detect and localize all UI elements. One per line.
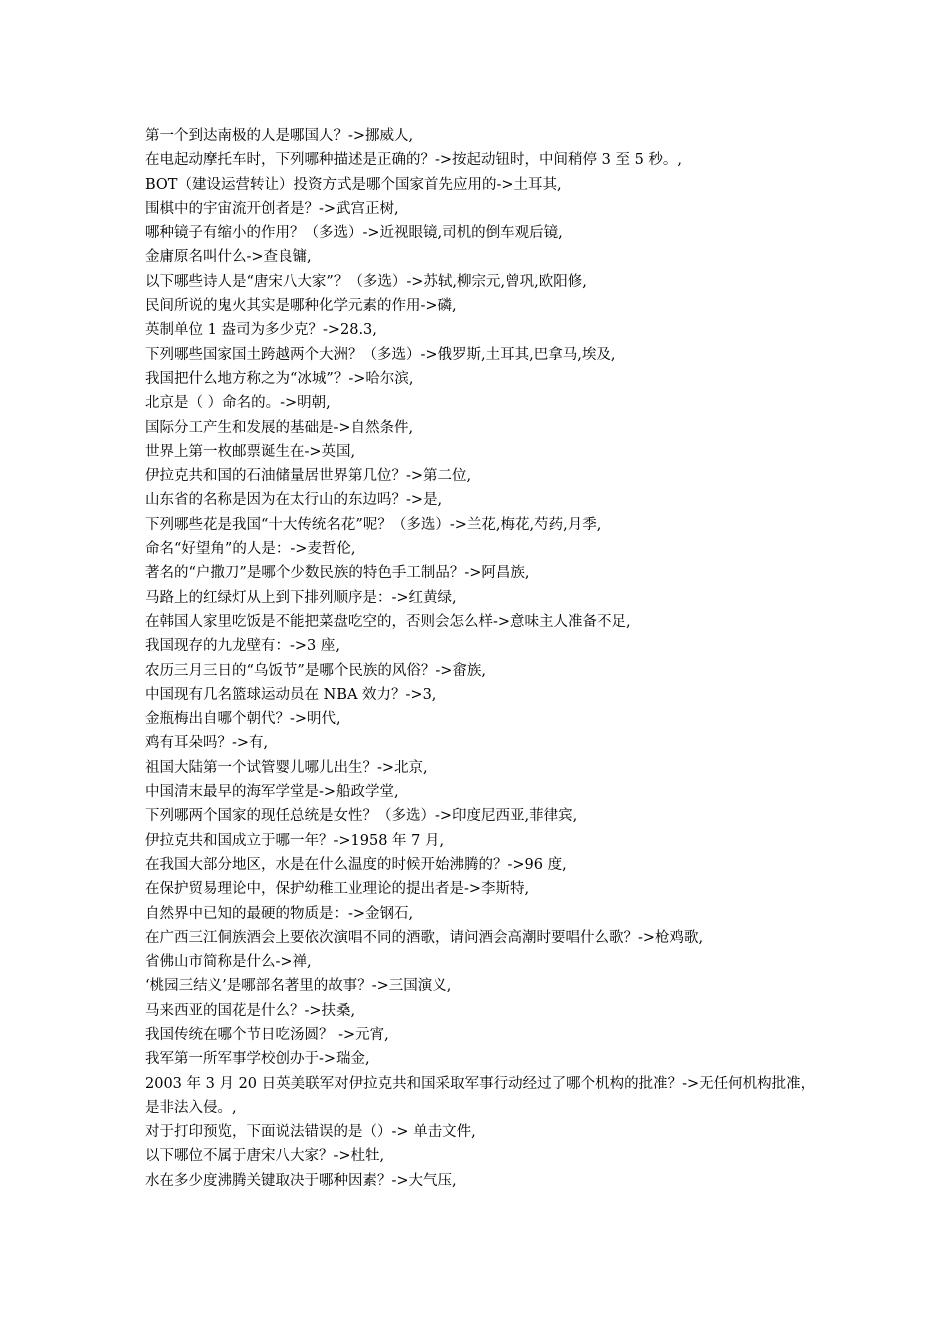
text-line: 伊拉克共和国的石油储量居世界第几位？->第二位,	[145, 468, 472, 485]
text-line: 国际分工产生和发展的基础是->自然条件,	[145, 419, 414, 436]
text-line: 在我国大部分地区，水是在什么温度的时候开始沸腾的？->96 度,	[145, 856, 567, 873]
text-line: 在广西三江侗族酒会上要依次演唱不同的酒歌，请问酒会高潮时要唱什么歌？->枪鸡歌,	[145, 929, 704, 946]
text-line: 伊拉克共和国成立于哪一年？->1958 年 7 月,	[145, 832, 445, 849]
text-line: 马路上的红绿灯从上到下排列顺序是：->红黄绿,	[145, 589, 457, 606]
text-line: 北京是（ ）命名的。->明朝,	[145, 395, 331, 412]
text-line: 山东省的名称是因为在太行山的东边吗？->是,	[145, 492, 443, 509]
text-line: 著名的“户撒刀”是哪个少数民族的特色手工制品？->阿昌族,	[145, 565, 530, 582]
text-line: 英制单位 1 盎司为多少克？->28.3,	[145, 322, 377, 339]
text-line: 金庸原名叫什么->查良镛,	[145, 249, 312, 266]
text-line: ‘桃园三结义’是哪部名著里的故事？->三国演义,	[145, 978, 452, 995]
text-line: 在电起动摩托车时，下列哪种描述是正确的？->按起动钮时，中间稍停 3 至 5 秒。,	[145, 152, 683, 169]
text-line: 哪种镜子有缩小的作用？（多选）->近视眼镜,司机的倒车观后镜,	[145, 225, 563, 242]
text-line: 对于打印预览，下面说法错误的是（）-> 单击文件,	[145, 1124, 476, 1141]
text-line: 水在多少度沸腾关键取决于哪种因素？->大气压,	[145, 1172, 457, 1189]
text-line: 在保护贸易理论中，保护幼稚工业理论的提出者是->李斯特,	[145, 881, 530, 898]
text-line: 在韩国人家里吃饭是不能把菜盘吃空的，否则会怎么样->意味主人准备不足,	[145, 613, 631, 630]
text-line: 民间所说的鬼火其实是哪种化学元素的作用->磷,	[145, 298, 457, 315]
text-line: 中国清末最早的海军学堂是->船政学堂,	[145, 784, 399, 801]
text-line: 自然界中已知的最硬的物质是：->金钢石,	[145, 905, 414, 922]
text-line: 我军第一所军事学校创办于->瑞金,	[145, 1051, 370, 1068]
text-line: BOT（建设运营转让）投资方式是哪个国家首先应用的->土耳其,	[145, 176, 562, 193]
text-line: 祖国大陆第一个试管婴儿哪儿出生？->北京,	[145, 759, 428, 776]
text-line: 省佛山市简称是什么->禅,	[145, 954, 312, 971]
text-line: 下列哪些国家国土跨越两个大洲？（多选）->俄罗斯,土耳其,巴拿马,埃及,	[145, 346, 616, 363]
text-line: 鸡有耳朵吗？->有,	[145, 735, 269, 752]
text-line: 下列哪些花是我国“十大传统名花”呢？（多选）->兰花,梅花,芍药,月季,	[145, 516, 602, 533]
text-line: 金瓶梅出自哪个朝代？->明代,	[145, 711, 341, 728]
text-line: 马来西亚的国花是什么？->扶桑,	[145, 1002, 356, 1019]
text-line: 我国把什么地方称之为“冰城”？->哈尔滨,	[145, 370, 414, 387]
text-line: 命名“好望角”的人是：->麦哲伦,	[145, 541, 356, 558]
text-line: 我国现存的九龙壁有：->3 座,	[145, 638, 340, 655]
text-line: 世界上第一枚邮票诞生在->英国,	[145, 443, 356, 460]
text-line: 2003 年 3 月 20 日英美联军对伊拉克共和国采取军事行动经过了哪个机构的批准？->无任何机构批准，是非法入侵。,	[145, 1075, 816, 1116]
text-line: 以下哪些诗人是“唐宋八大家”？（多选）->苏轼,柳宗元,曾巩,欧阳修,	[145, 273, 587, 290]
text-line: 下列哪两个国家的现任总统是女性？（多选）->印度尼西亚,菲律宾,	[145, 808, 578, 825]
text-line: 以下哪位不属于唐宋八大家？->杜牡,	[145, 1148, 385, 1165]
text-line: 第一个到达南极的人是哪国人？->挪威人,	[145, 128, 414, 144]
document-body	[145, 124, 820, 1193]
text-line: 我国传统在哪个节日吃汤圆？ ->元宵,	[145, 1026, 389, 1043]
text-line: 围棋中的宇宙流开创者是？->武宫正树,	[145, 200, 399, 217]
text-line: 农历三月三日的“乌饭节”是哪个民族的风俗？->畲族,	[145, 662, 486, 679]
text-line: 中国现有几名篮球运动员在 NBA 效力？->3,	[145, 686, 437, 703]
